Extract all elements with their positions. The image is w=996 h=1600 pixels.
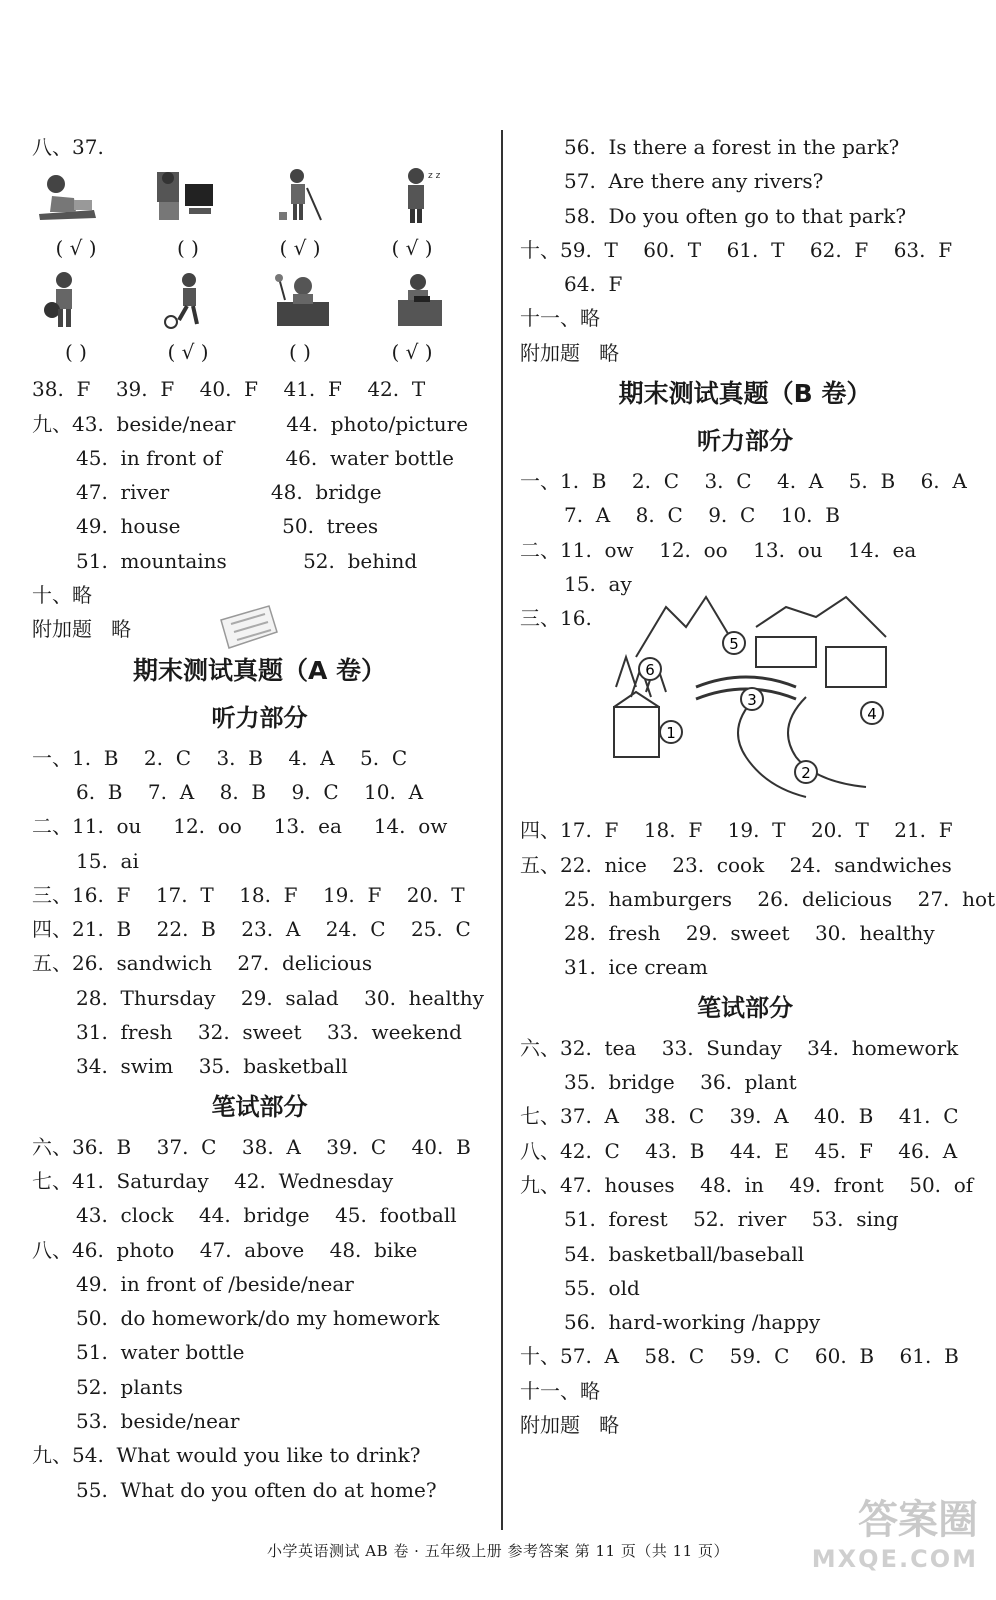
answer-line: 55. What do you often do at home? — [76, 1477, 437, 1502]
answer-line: 九、54. What would you like to drink? — [32, 1443, 421, 1468]
boy-football-picture — [151, 268, 221, 332]
answer-line: 7. A 8. C 9. C 10. B — [564, 503, 840, 528]
answer-mark: ( √ ) — [279, 236, 321, 261]
answer-line: 15. ai — [76, 848, 139, 873]
section-subheading: 笔试部分 — [211, 1092, 308, 1121]
left-column — [32, 130, 487, 1507]
answer-line: 56. hard-working /happy — [564, 1310, 821, 1335]
answer-line: 25. hamburgers 26. delicious 27. hot — [564, 886, 996, 911]
answer-mark: ( ) — [65, 340, 87, 365]
answer-line: 28. Thursday 29. salad 30. healthy — [76, 985, 484, 1010]
answer-list — [520, 130, 970, 370]
answer-line: 三、16. F 17. T 18. F 19. F 20. T — [32, 882, 465, 907]
answer-mark: ( √ ) — [391, 236, 433, 261]
section-subheading: 听力部分 — [211, 703, 308, 732]
answer-line: 31. ice cream — [564, 955, 708, 980]
answer-line: 49. in front of /beside/near — [76, 1271, 354, 1296]
stamp-graphic — [215, 602, 283, 652]
man-sleeping-picture — [384, 164, 454, 228]
answer-line: 28. fresh 29. sweet 30. healthy — [564, 921, 935, 946]
answer-line: 45. in front of 46. water bottle — [76, 445, 454, 470]
answer-line: 6. B 7. A 8. B 9. C 10. A — [76, 779, 424, 804]
answer-line: 54. basketball/baseball — [564, 1241, 805, 1266]
answer-line: 十一、略 — [520, 1378, 600, 1403]
answer-line: 五、26. sandwich 27. delicious — [32, 951, 373, 976]
boy-sweeping-picture — [267, 164, 337, 228]
watermark-url: MXQE.COM — [811, 1545, 978, 1573]
answer-mark: ( ) — [289, 340, 311, 365]
boy-cooking-picture — [384, 268, 454, 332]
answer-line: 51. water bottle — [76, 1340, 245, 1365]
answer-line: 附加题 略 — [520, 340, 620, 365]
answer-list — [520, 813, 996, 984]
right-column — [520, 130, 996, 1442]
answer-line: 四、21. B 22. B 23. A 24. C 25. C — [32, 917, 471, 942]
answer-line: 十、57. A 58. C 59. C 60. B 61. B — [520, 1344, 959, 1369]
answer-line: 附加题 略 — [520, 1413, 620, 1438]
map-question — [520, 601, 970, 813]
answer-line: 35. bridge 36. plant — [564, 1070, 797, 1095]
section-heading: 期末测试真题（A 卷） — [132, 655, 387, 685]
answer-line: 六、36. B 37. C 38. A 39. C 40. B — [32, 1134, 471, 1159]
answer-mark: ( √ ) — [391, 340, 433, 365]
answer-mark: ( √ ) — [55, 236, 97, 261]
answer-line: 九、47. houses 48. in 49. front 50. of — [520, 1172, 974, 1197]
section-label: 八、37. — [32, 135, 104, 159]
answer-marks-row-1 — [32, 228, 456, 268]
map-number: 2 — [801, 764, 811, 783]
answer-line: 53. beside/near — [76, 1409, 240, 1434]
answer-list — [520, 464, 970, 601]
map-number: 6 — [645, 661, 655, 680]
map-number: 4 — [867, 705, 877, 724]
answer-line: 二、11. ow 12. oo 13. ou 14. ea — [520, 537, 917, 562]
watermark — [812, 1488, 978, 1573]
answer-line: 附加题 略 — [32, 617, 132, 642]
answer-mark: ( √ ) — [167, 340, 209, 365]
answer-line: 一、1. B 2. C 3. C 4. A 5. B 6. A — [520, 469, 967, 494]
section-label: 三、16. — [520, 606, 592, 631]
answer-line: 七、41. Saturday 42. Wednesday — [32, 1168, 394, 1193]
answer-line: 50. do homework/do my homework — [76, 1306, 440, 1331]
answer-line: 七、37. A 38. C 39. A 40. B 41. C — [520, 1104, 959, 1129]
answer-line: 十、略 — [32, 583, 92, 608]
answer-line: 51. forest 52. river 53. sing — [564, 1207, 899, 1232]
answer-line: 64. F — [564, 272, 623, 297]
answer-marks-row-2 — [32, 332, 456, 372]
section-subheading: 听力部分 — [697, 427, 793, 456]
answer-line: 八、42. C 43. B 44. E 45. F 46. A — [520, 1138, 958, 1163]
answer-list — [520, 1031, 974, 1443]
answer-line: 49. house 50. trees — [76, 514, 379, 539]
answer-line: 47. river 48. bridge — [76, 480, 382, 505]
answer-list — [32, 741, 487, 1084]
answer-line: 二、11. ou 12. oo 13. ea 14. ow — [32, 814, 448, 839]
park-map-picture — [606, 587, 896, 805]
answer-line: 34. swim 35. basketball — [76, 1054, 348, 1079]
boy-basketball-picture — [34, 268, 104, 332]
picture-row-2 — [32, 268, 458, 332]
answer-line: 51. mountains 52. behind — [76, 548, 418, 573]
picture-row-1 — [32, 164, 458, 228]
answer-line: 43. clock 44. bridge 45. football — [76, 1203, 457, 1228]
answer-line: 31. fresh 32. sweet 33. weekend — [76, 1020, 462, 1045]
answer-line: 十、59. T 60. T 61. T 62. F 63. F — [520, 237, 953, 262]
answer-line: 八、46. photo 47. above 48. bike — [32, 1237, 418, 1262]
answer-line: 十一、略 — [520, 306, 600, 331]
answer-line: 56. Is there a forest in the park? — [564, 135, 900, 159]
map-number: 1 — [666, 724, 676, 743]
map-number: 3 — [747, 691, 757, 710]
answer-line: 四、17. F 18. F 19. T 20. T 21. F — [520, 818, 953, 843]
answer-line: 五、22. nice 23. cook 24. sandwiches — [520, 852, 952, 877]
answer-line: 58. Do you often go to that park? — [564, 203, 907, 228]
man-desk-picture — [267, 268, 337, 332]
page-footer: 小学英语测试 AB 卷 · 五年级上册 参考答案 第 11 页（共 11 页） — [267, 1542, 729, 1560]
section-subheading: 笔试部分 — [697, 993, 793, 1022]
boy-reading-picture — [34, 164, 104, 228]
answer-line: 六、32. tea 33. Sunday 34. homework — [520, 1035, 959, 1060]
map-number: 5 — [729, 635, 739, 654]
answer-line: 九、43. beside/near 44. photo/picture — [32, 411, 469, 436]
svg-text:z z: z z — [427, 171, 441, 182]
man-computer-picture — [151, 164, 221, 228]
answer-line: 52. plants — [76, 1374, 183, 1399]
answer-line: 一、1. B 2. C 3. B 4. A 5. C — [32, 745, 408, 770]
answer-mark: ( ) — [177, 236, 199, 261]
answer-line: 55. old — [564, 1275, 640, 1300]
watermark-text: 答案圈 — [858, 1497, 978, 1543]
answer-list — [32, 1130, 487, 1507]
answer-line: 57. Are there any rivers? — [564, 169, 824, 194]
answer-line: 38. F 39. F 40. F 41. F 42. T — [32, 377, 426, 402]
column-divider — [501, 130, 503, 1530]
section-heading: 期末测试真题（B 卷） — [618, 379, 872, 409]
answer-line: 15. ay — [564, 571, 632, 596]
